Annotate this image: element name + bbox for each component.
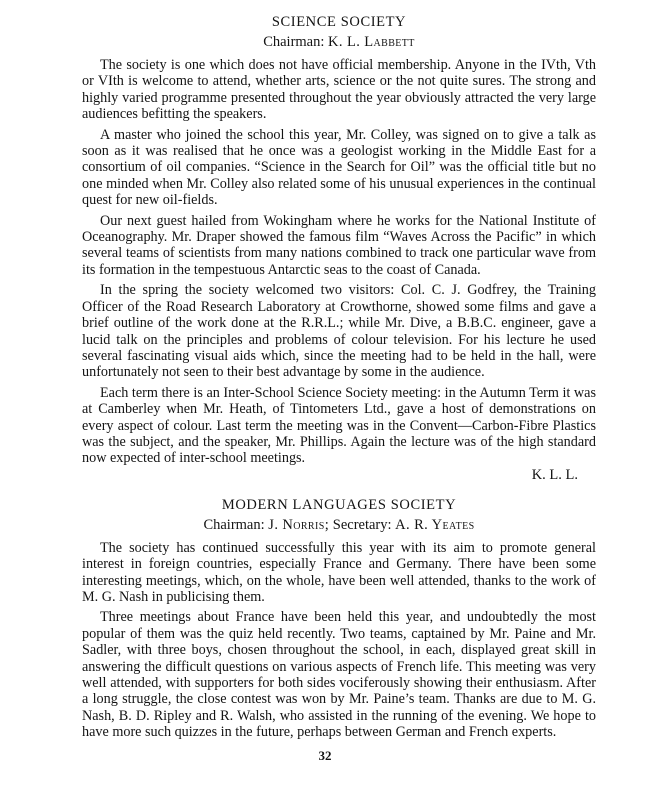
languages-paragraph-1: The society has continued successfully this year with its aim to promote general interest in foreign countries, especially France and Germany. There have been some interesting meetings, which, on the whole, have been well attended, thanks to the work of M. G. Nash in publicising them. (82, 539, 596, 605)
page-number: 32 (318, 748, 332, 763)
science-paragraph-4: In the spring the society welcomed two visitors: Col. C. J. Godfrey, the Training Officer of the Road Research Laboratory at Crowthorne, showed some films and gave a brief outline of the work done at the R.R.L.; while Mr. Dive, a B.B.C. engineer, gave a lucid talk on the principles and problems of colour television. For his lecture he used several fascinating visual aids which, since the meeting had to be held in the hall, were unfortunately not seen to their best advantage by some in the audience. (82, 282, 596, 381)
science-paragraph-1: The society is one which does not have official membership. Anyone in the IVth, Vth or VIth is welcome to attend, whether arts, science or the not quite sures. The strong and highly varied programme presented throughout the year obviously attracted the very large audiences befitting the speakers. (82, 57, 596, 123)
secretary-name: A. R. Yeates (395, 516, 475, 533)
secretary-label: Secretary: (332, 516, 392, 533)
science-chairman-line (82, 32, 596, 52)
modern-languages-section (82, 495, 596, 741)
languages-officers-line (82, 515, 596, 535)
science-paragraph-2: A master who joined the school this year, Mr. Colley, was signed on to give a talk as soon as it was realised that he once was a geologist working in the Middle East for a consortium of oil companies. “Science in the Search for Oil” was the official title but no one minded when Mr. Colley also related some of his unusual experiences in the continual quest for new oil-fields. (82, 126, 596, 209)
chairman-name: J. Norris; (268, 516, 330, 533)
science-society-title: SCIENCE SOCIETY (271, 14, 407, 30)
chairman-label: Chairman: (263, 34, 325, 50)
science-paragraph-5: Each term there is an Inter-School Science Society meeting: in the Autumn Term it was at Camberley when Mr. Heath, of Tintometers Ltd., gave a host of demonstrations on every aspect of colour. Last term the meeting was in the Convent—Carbon-Fibre Plastics was the subject, and the speaker, Mr. Phillips. Again the lecture was of the high standard now expected of inter-school meetings. (82, 384, 596, 467)
chairman-label: Chairman: (203, 516, 265, 533)
page-content (82, 12, 596, 741)
science-signature: K. L. L. (531, 466, 578, 483)
science-paragraph-3: Our next guest hailed from Wokingham where he works for the National Institute of Oceanography. Mr. Draper showed the famous film “Waves Across the Pacific” in which several teams of scientists from many nations combined to track one particular wave from its formation in the tempestuous Antarctic seas to the coast of Canada. (82, 212, 596, 278)
modern-languages-title: MODERN LANGUAGES SOCIETY (221, 496, 457, 513)
chairman-name: K. L. Labbett (328, 34, 415, 50)
science-society-section (82, 12, 596, 483)
languages-paragraph-2: Three meetings about France have been held this year, and undoubtedly the most popular of them was the quiz held recently. Two teams, captained by Mr. Paine and Mr. Sadler, with three boys, chosen throughout the school, in each, displayed great skill in answering the difficult questions on various aspects of French life. This meeting was very well attended, with supporters for both sides vociferously showing their enthusiasm. After a long struggle, the close contest was won by Mr. Paine’s team. Thanks are due to M. G. Nash, B. D. Ripley and R. Walsh, who assisted in the running of the evening. We hope to have more such quizzes in the future, perhaps between German and French experts. (82, 609, 596, 741)
